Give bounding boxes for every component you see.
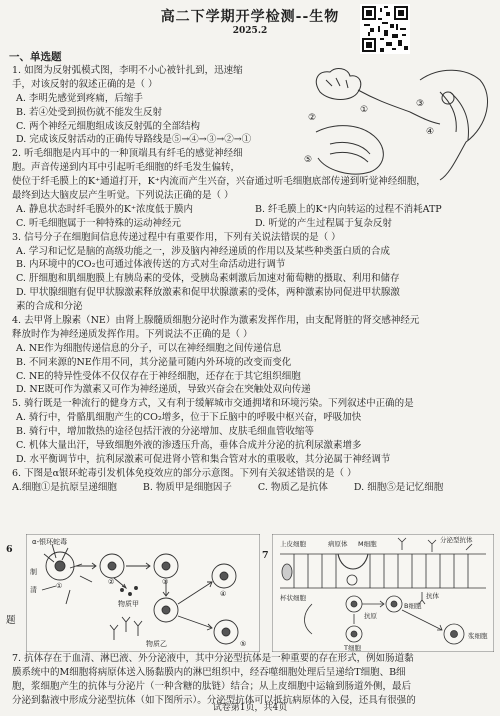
fig6-cell-1: ① [56,582,63,590]
option-row [12,203,494,217]
question-stem: 胞。声音传递到内耳中引起听毛细胞的纤毛发生偏转， [12,162,241,174]
option-a: A.细胞①是抗原呈递细胞 [12,481,117,493]
fig6-side-char: 清 [30,586,37,594]
question-stem: 5. 骑行既是一种流行的健身方式，又有利于缓解城市交通拥堵和环境污染。下列叙述中正确的是 [12,398,414,410]
fig1-label-4: ④ [426,127,435,137]
question-1 [12,64,494,147]
question-stem: 1. 如图为反射弧模式图，李明不小心被针扎到，迅速缩 [12,65,243,76]
fig7-plasma-cell: 浆细胞 [468,632,488,640]
question-stem: 释放时作为神经递质发挥作用。下列说法不正确的是（ ） [12,328,253,340]
fig6-cell-3: ③ [162,578,169,586]
question-5 [12,397,494,466]
option-d: D. 甲状腺细胞有促甲状腺激素释放激素和促甲状腺激素的受体，两种激素协同促进甲状腺激 [16,287,400,299]
fig6-label-substance-b: 物质乙 [146,640,167,648]
option-c: C. 听毛细胞属于一种特殊的运动神经元 [16,217,181,229]
question-stem: 3. 信号分子在细胞间信息传递过程中有重要作用，下列有关说法错误的是（ ） [12,231,341,243]
fig7-m-cell: M细胞 [358,540,377,548]
option-c: C. 物质乙是抗体 [257,481,328,493]
option-a: A. 骑行中，骨骼肌细胞产生的CO₂增多，位于下丘脑中的呼吸中枢兴奋，呼吸加快 [16,412,362,424]
fig1-label-1: ① [360,105,369,115]
option-d: D. 完成该反射活动的正确传导路线是⑤→④→③→②→① [16,134,252,146]
fig1-label-2: ② [308,113,317,123]
question-4 [12,314,494,397]
fig7-pathogen: 病原体 [328,540,348,548]
fig6-label-substance-a: 物质甲 [118,600,139,608]
option-c: C. 两个神经元细胞组成该反射弧的全部结构 [16,120,200,132]
question-stem: 4. 去甲肾上腺素（NE）由肾上腺髓质细胞分泌时作为激素发挥作用，由支配肾脏的肾交感神经元 [12,315,420,327]
page-title: 高二下学期开学检测--生物 [160,9,340,25]
option-row [12,217,494,231]
option-d: D. 细胞⑤是记忆细胞 [353,481,444,493]
option-a: A. 学习和记忆是脑的高级功能之一，涉及脑内神经递质的作用以及某些种类蛋白质的合成 [16,245,390,257]
option-row [12,481,494,495]
fig7-secretory-antibody: 分泌型抗体 [440,536,473,544]
option-a: A. 李明先感觉到疼痛，后缩手 [16,92,143,104]
option-b: B. 若④处受到损伤就不能发生反射 [16,106,163,118]
fig7-antigen: 抗原 [364,612,377,620]
question-list [12,64,494,495]
figure-row [0,534,500,652]
qr-code-icon [360,4,410,54]
option-c: C. 机体大量出汗，导致细胞外液的渗透压升高，垂体合成并分泌的抗利尿激素增多 [16,440,362,452]
fig6-cell-2: ② [108,578,115,586]
fig7-antibody: 抗体 [426,592,439,600]
fig7-b-cell: B细胞 [404,602,422,610]
side-number-6: 6 [6,544,13,555]
question-3 [12,231,494,314]
page-footer: 试卷第1页，共4页 [212,703,288,713]
question-stem: 7. 抗体存在于血清、淋巴液、外分泌液中，其中分泌型抗体是一种重要的存在形式，例如肠道黏 [12,653,414,664]
option-d-continued: 素的合成和分泌 [16,301,83,313]
question-stem: 手，对该反射的叙述正确的是（ ） [12,78,158,90]
option-b: B. 骑行中，增加散热的途径包括汗液的分泌增加、皮肤毛细血管收缩等 [16,426,315,438]
option-c: C. NE的特异性受体不仅仅存在于神经细胞，还存在于其它组织细胞 [16,370,301,382]
section-heading: 一、单选题 [9,51,62,63]
option-b: B. 不同来源的NE作用不同，其分泌量可随内外环境的改变而变化 [16,356,292,368]
option-d: D. 听觉的产生过程属于复杂反射 [255,217,392,229]
immune-response-figure [26,534,260,652]
fig7-goblet-cell: 杯状细胞 [280,594,306,602]
fig1-label-5: ⑤ [304,155,313,165]
question-stem: 使位于纤毛膜上的K⁺通道打开，K⁺内流而产生兴奋，兴奋通过听毛细胞底部传递到听觉神经细胞， [12,176,426,188]
option-a: A. 静息状态时纤毛膜外的K⁺浓度低于膜内 [16,203,194,215]
fig7-t-cell: T细胞 [344,644,361,652]
question-stem: 胞，浆细胞产生的抗体与分泌片（一种含糖的肽链）结合；从上皮细胞中运输到肠道外侧，最后 [12,680,412,692]
question-stem: 分泌到黏液中形成分泌型抗体（如下图所示）。分泌型抗体可以抵抗病原体的入侵，还具有很强的 [12,694,416,706]
question-6 [12,467,494,495]
side-char: 题 [6,615,16,626]
option-d: D. NE既可作为激素又可作为神经递质，导致兴奋会在突触处双向传递 [16,384,311,396]
secretory-antibody-figure [272,534,494,652]
fig6-cell-5: ⑤ [240,640,247,648]
fig1-label-3: ③ [416,99,425,109]
option-a: A. NE作为细胞传递信息的分子，可以在神经细胞之间传递信息 [16,342,282,354]
question-stem: 2. 听毛细胞是内耳中的一种顶端具有纤毛的感觉神经细 [12,148,243,160]
fig6-side-char: 制 [30,568,37,576]
question-stem: 最终到达大脑皮层产生听觉。下列说法正确的是（ ） [12,190,234,202]
question-stem: 6. 下图是α银环蛇毒引发机体免疫效应的部分示意图。下列有关叙述错误的是（ ） [12,467,357,479]
fig6-cell-4: ④ [220,590,227,598]
question-2 [12,147,494,230]
question-stem: 膜系统中的M细胞将病原体送入肠黏膜内的淋巴组织中，经吞噬细胞处理后呈递给T细胞、B细 [12,666,406,678]
side-number-7: 7 [262,550,269,561]
exam-date: 2025.2 [232,26,268,36]
option-d: D. 水平衡调节中，抗利尿激素可促进肾小管和集合管对水的重吸收，其分泌属于神经调节 [16,453,391,465]
fig7-epithelium: 上皮细胞 [280,540,306,548]
option-b: B. 内环境中的CO₂也可通过体液传送的方式对生命活动进行调节 [16,259,286,271]
fig6-label-toxin: α-银环蛇毒 [32,538,68,546]
option-b: B. 纤毛膜上的K⁺内向转运的过程不消耗ATP [255,203,442,215]
option-c: C. 肝细胞和肌细胞膜上有胰岛素的受体，受胰岛素刺激后加速对葡萄糖的摄取、利用和储存 [16,273,400,285]
option-b: B. 物质甲是细胞因子 [142,481,232,493]
